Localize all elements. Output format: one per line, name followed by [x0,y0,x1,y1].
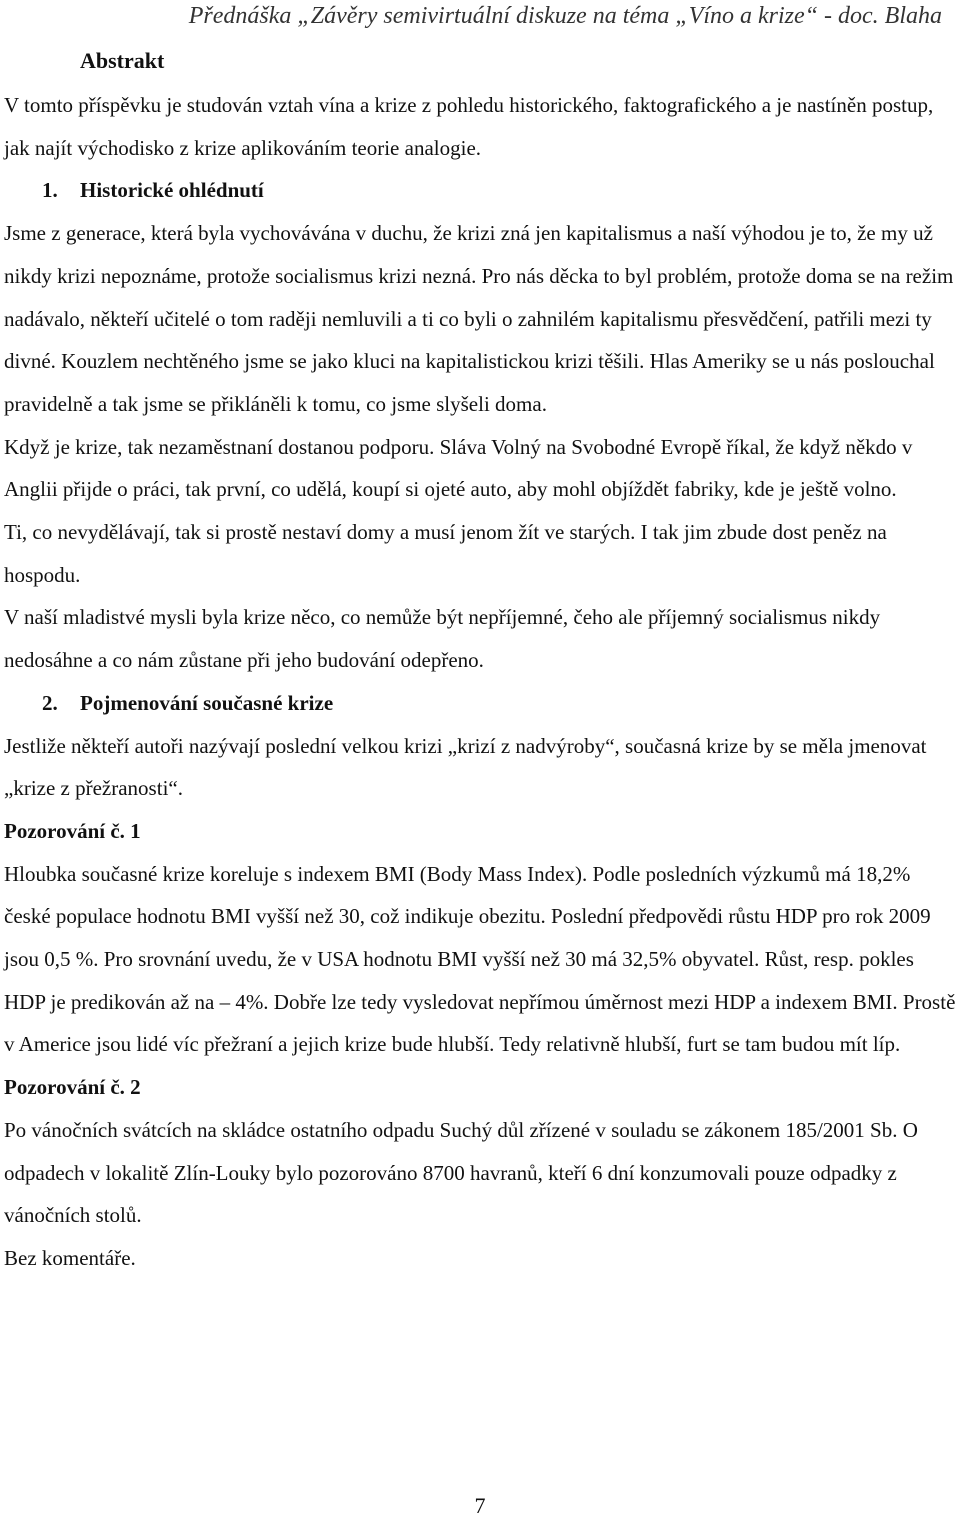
section-title: Pojmenování současné krize [80,690,334,715]
observation-heading-1: Pozorování č. 1 [4,818,141,843]
paragraph: Jsme z generace, která byla vychovávána v duchu, že krizi zná jen kapitalismus a naší výhodou je to, že my už nikdy krizi nepoznáme, protože socialismus krizi nezná. Pro nás děcka to byl problém, protože doma se na režim nadávalo, někteří učitelé o tom raději nemluvili a ti co byli o zahnilém kapitalismu přesvědčení, patřili mezi ty divné. Kouzlem nechtěného jsme se jako kluci na kapitalistickou krizi těšili. Hlas Ameriky se u nás poslouchal pravidelně a tak jsme se přikláněli k tomu, co jsme slyšeli doma. [4,221,954,416]
section-heading-1 [4,169,956,212]
paragraph: Hloubka současné krize koreluje s indexem BMI (Body Mass Index). Podle posledních výzkumů má 18,2% české populace hodnotu BMI vyšší než 30, což indikuje obezitu. Poslední předpovědi růstu HDP pro rok 2009 jsou 0,5 %. Pro srovnání uvedu, že v USA hodnotu BMI vyšší než 30 má 32,5% obyvatel. Růst, resp. pokles HDP je predikován až na – 4%. Dobře lze tedy vysledovat nepřímou úměrnost mezi HDP a indexem BMI. Prostě v Americe jsou lidé víc přežraní a jejich krize bude hlubší. Tedy relativně hlubší, furt se tam budou mít líp. [4,861,956,1057]
observation-heading-2: Pozorování č. 2 [4,1075,141,1100]
abstract-heading: Abstrakt [80,48,165,73]
section-title: Historické ohlédnutí [80,178,264,203]
section-heading-2 [4,682,956,725]
running-header: Přednáška „Závěry semivirtuální diskuze na téma „Víno a krize“ - doc. Blaha [188,3,942,29]
paragraph: Když je krize, tak nezaměstnaní dostanou podporu. Sláva Volný na Svobodné Evropě říkal, že když někdo v Anglii přijde o práci, tak první, co udělá, koupí si ojeté auto, aby mohl objíždět fabriky, kde je ještě volno. [4,434,913,502]
paragraph: V naší mladistvé mysli byla krize něco, co nemůže být nepříjemné, čeho ale příjemný socialismus nikdy nedosáhne a co nám zůstane při jeho budování odepřeno. [4,605,881,673]
abstract-text: V tomto příspěvku je studován vztah vína a krize z pohledu historického, faktografického a je nastíněn postup, jak najít východisko z krize aplikováním teorie analogie. [4,93,934,160]
closing-remark: Bez komentáře. [4,1245,136,1270]
document-body [4,84,956,1280]
paragraph: Ti, co nevydělávají, tak si prostě nestaví domy a musí jenom žít ve starých. I tak jim zbude dost peněz na hospodu. [4,520,887,587]
paragraph: Po vánočních svátcích na skládce ostatního odpadu Suchý důl zřízené v souladu se zákonem 185/2001 Sb. O odpadech v lokalitě Zlín-Louky bylo pozorováno 8700 havranů, kteří 6 dní konzumovali pouze odpadky z vánočních stolů. [4,1117,918,1228]
paragraph: Jestliže někteří autoři nazývají poslední velkou krizi „krizí z nadvýroby“, současná krize by se měla jmenovat „krize z přežranosti“. [4,733,927,801]
section-number: 2. [42,690,58,715]
page-number: 7 [474,1493,486,1518]
section-number: 1. [42,178,58,203]
